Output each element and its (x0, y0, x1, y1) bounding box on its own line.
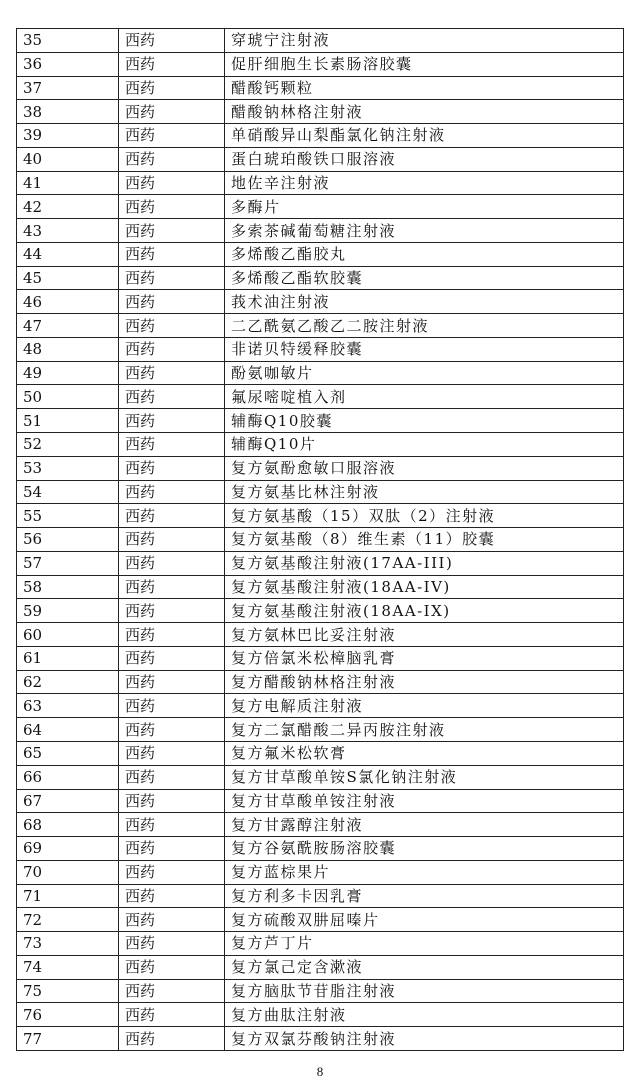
drug-name-cell: 复方甘露醇注射液 (225, 813, 624, 837)
drug-name-cell: 蛋白琥珀酸铁口服溶液 (225, 147, 624, 171)
row-number-cell: 75 (17, 979, 119, 1003)
drug-name-cell: 地佐辛注射液 (225, 171, 624, 195)
row-number-cell: 46 (17, 290, 119, 314)
drug-name-cell: 复方氨基酸（8）维生素（11）胶囊 (225, 528, 624, 552)
category-cell: 西药 (119, 266, 225, 290)
row-number-cell: 57 (17, 551, 119, 575)
drug-name-cell: 醋酸钙颗粒 (225, 76, 624, 100)
category-cell: 西药 (119, 195, 225, 219)
category-cell: 西药 (119, 337, 225, 361)
row-number-cell: 50 (17, 385, 119, 409)
row-number-cell: 47 (17, 314, 119, 338)
drug-name-cell: 多酶片 (225, 195, 624, 219)
drug-name-cell: 复方氟米松软膏 (225, 741, 624, 765)
table-row (17, 242, 624, 266)
table-row (17, 528, 624, 552)
table-row (17, 765, 624, 789)
row-number-cell: 48 (17, 337, 119, 361)
drug-name-cell: 辅酶Q10胶囊 (225, 409, 624, 433)
table-row (17, 504, 624, 528)
drug-name-cell: 复方氨基比林注射液 (225, 480, 624, 504)
table-row (17, 789, 624, 813)
drug-name-cell: 复方谷氨酰胺肠溶胶囊 (225, 837, 624, 861)
category-cell: 西药 (119, 1003, 225, 1027)
table-row (17, 409, 624, 433)
drug-name-cell: 复方甘草酸单铵注射液 (225, 789, 624, 813)
table-row (17, 670, 624, 694)
row-number-cell: 52 (17, 433, 119, 457)
table-row (17, 908, 624, 932)
table-row (17, 361, 624, 385)
drug-name-cell: 复方倍氯米松樟脑乳膏 (225, 646, 624, 670)
category-cell: 西药 (119, 979, 225, 1003)
row-number-cell: 60 (17, 623, 119, 647)
category-cell: 西药 (119, 551, 225, 575)
row-number-cell: 56 (17, 528, 119, 552)
drug-name-cell: 莪术油注射液 (225, 290, 624, 314)
category-cell: 西药 (119, 100, 225, 124)
row-number-cell: 71 (17, 884, 119, 908)
drug-name-cell: 复方二氯醋酸二异丙胺注射液 (225, 718, 624, 742)
category-cell: 西药 (119, 741, 225, 765)
category-cell: 西药 (119, 504, 225, 528)
drug-name-cell: 复方利多卡因乳膏 (225, 884, 624, 908)
category-cell: 西药 (119, 670, 225, 694)
category-cell: 西药 (119, 409, 225, 433)
row-number-cell: 54 (17, 480, 119, 504)
row-number-cell: 72 (17, 908, 119, 932)
table-row (17, 195, 624, 219)
row-number-cell: 59 (17, 599, 119, 623)
drug-name-cell: 辅酶Q10片 (225, 433, 624, 457)
drug-table-body (17, 29, 624, 1051)
table-row (17, 646, 624, 670)
drug-name-cell: 复方氨基酸注射液(17AA-III) (225, 551, 624, 575)
row-number-cell: 61 (17, 646, 119, 670)
category-cell: 西药 (119, 860, 225, 884)
row-number-cell: 64 (17, 718, 119, 742)
table-row (17, 860, 624, 884)
row-number-cell: 41 (17, 171, 119, 195)
row-number-cell: 43 (17, 219, 119, 243)
row-number-cell: 55 (17, 504, 119, 528)
table-row (17, 599, 624, 623)
category-cell: 西药 (119, 456, 225, 480)
drug-name-cell: 复方电解质注射液 (225, 694, 624, 718)
table-row (17, 575, 624, 599)
row-number-cell: 49 (17, 361, 119, 385)
table-row (17, 290, 624, 314)
category-cell: 西药 (119, 147, 225, 171)
row-number-cell: 42 (17, 195, 119, 219)
drug-name-cell: 氟尿嘧啶植入剂 (225, 385, 624, 409)
table-row (17, 219, 624, 243)
row-number-cell: 65 (17, 741, 119, 765)
table-row (17, 932, 624, 956)
table-row (17, 171, 624, 195)
category-cell: 西药 (119, 932, 225, 956)
table-row (17, 1027, 624, 1051)
table-row (17, 718, 624, 742)
table-row (17, 480, 624, 504)
category-cell: 西药 (119, 385, 225, 409)
category-cell: 西药 (119, 361, 225, 385)
drug-name-cell: 复方芦丁片 (225, 932, 624, 956)
drug-name-cell: 复方氨酚愈敏口服溶液 (225, 456, 624, 480)
row-number-cell: 36 (17, 52, 119, 76)
category-cell: 西药 (119, 242, 225, 266)
category-cell: 西药 (119, 908, 225, 932)
category-cell: 西药 (119, 480, 225, 504)
table-row (17, 337, 624, 361)
row-number-cell: 74 (17, 955, 119, 979)
drug-name-cell: 复方甘草酸单铵S氯化钠注射液 (225, 765, 624, 789)
category-cell: 西药 (119, 433, 225, 457)
table-row (17, 837, 624, 861)
drug-name-cell: 复方双氯芬酸钠注射液 (225, 1027, 624, 1051)
row-number-cell: 35 (17, 29, 119, 53)
category-cell: 西药 (119, 837, 225, 861)
drug-name-cell: 复方蓝棕果片 (225, 860, 624, 884)
row-number-cell: 62 (17, 670, 119, 694)
category-cell: 西药 (119, 314, 225, 338)
table-row (17, 433, 624, 457)
category-cell: 西药 (119, 76, 225, 100)
row-number-cell: 66 (17, 765, 119, 789)
drug-name-cell: 多烯酸乙酯软胶囊 (225, 266, 624, 290)
category-cell: 西药 (119, 813, 225, 837)
drug-name-cell: 复方曲肽注射液 (225, 1003, 624, 1027)
category-cell: 西药 (119, 52, 225, 76)
category-cell: 西药 (119, 171, 225, 195)
table-row (17, 147, 624, 171)
drug-name-cell: 复方氨林巴比妥注射液 (225, 623, 624, 647)
category-cell: 西药 (119, 718, 225, 742)
row-number-cell: 53 (17, 456, 119, 480)
table-row (17, 1003, 624, 1027)
category-cell: 西药 (119, 599, 225, 623)
category-cell: 西药 (119, 694, 225, 718)
drug-name-cell: 复方氨基酸注射液(18AA-IV) (225, 575, 624, 599)
drug-name-cell: 复方醋酸钠林格注射液 (225, 670, 624, 694)
drug-name-cell: 促肝细胞生长素肠溶胶囊 (225, 52, 624, 76)
row-number-cell: 68 (17, 813, 119, 837)
category-cell: 西药 (119, 29, 225, 53)
row-number-cell: 51 (17, 409, 119, 433)
page-number: 8 (316, 1064, 324, 1079)
table-row (17, 741, 624, 765)
category-cell: 西药 (119, 789, 225, 813)
table-row (17, 456, 624, 480)
row-number-cell: 63 (17, 694, 119, 718)
table-row (17, 385, 624, 409)
table-row (17, 52, 624, 76)
table-row (17, 266, 624, 290)
row-number-cell: 76 (17, 1003, 119, 1027)
table-row (17, 694, 624, 718)
table-row (17, 314, 624, 338)
category-cell: 西药 (119, 646, 225, 670)
row-number-cell: 45 (17, 266, 119, 290)
row-number-cell: 58 (17, 575, 119, 599)
table-row (17, 884, 624, 908)
drug-list-table (16, 28, 624, 1051)
category-cell: 西药 (119, 290, 225, 314)
row-number-cell: 67 (17, 789, 119, 813)
table-row (17, 979, 624, 1003)
row-number-cell: 70 (17, 860, 119, 884)
category-cell: 西药 (119, 884, 225, 908)
category-cell: 西药 (119, 124, 225, 148)
table-row (17, 955, 624, 979)
row-number-cell: 38 (17, 100, 119, 124)
row-number-cell: 37 (17, 76, 119, 100)
row-number-cell: 69 (17, 837, 119, 861)
drug-name-cell: 复方脑肽节苷脂注射液 (225, 979, 624, 1003)
table-row (17, 76, 624, 100)
drug-name-cell: 二乙酰氨乙酸乙二胺注射液 (225, 314, 624, 338)
drug-name-cell: 醋酸钠林格注射液 (225, 100, 624, 124)
drug-name-cell: 复方氨基酸注射液(18AA-IX) (225, 599, 624, 623)
drug-name-cell: 穿琥宁注射液 (225, 29, 624, 53)
table-row (17, 551, 624, 575)
drug-name-cell: 复方氨基酸（15）双肽（2）注射液 (225, 504, 624, 528)
table-row (17, 623, 624, 647)
row-number-cell: 39 (17, 124, 119, 148)
row-number-cell: 73 (17, 932, 119, 956)
table-row (17, 100, 624, 124)
drug-name-cell: 多索茶碱葡萄糖注射液 (225, 219, 624, 243)
drug-name-cell: 复方氯己定含漱液 (225, 955, 624, 979)
category-cell: 西药 (119, 1027, 225, 1051)
table-row (17, 124, 624, 148)
category-cell: 西药 (119, 219, 225, 243)
row-number-cell: 77 (17, 1027, 119, 1051)
table-row (17, 813, 624, 837)
category-cell: 西药 (119, 623, 225, 647)
category-cell: 西药 (119, 955, 225, 979)
category-cell: 西药 (119, 575, 225, 599)
drug-name-cell: 复方硫酸双肼屈嗪片 (225, 908, 624, 932)
table-row (17, 29, 624, 53)
row-number-cell: 40 (17, 147, 119, 171)
drug-name-cell: 多烯酸乙酯胶丸 (225, 242, 624, 266)
drug-name-cell: 酚氨咖敏片 (225, 361, 624, 385)
row-number-cell: 44 (17, 242, 119, 266)
drug-name-cell: 单硝酸异山梨酯氯化钠注射液 (225, 124, 624, 148)
category-cell: 西药 (119, 765, 225, 789)
drug-name-cell: 非诺贝特缓释胶囊 (225, 337, 624, 361)
category-cell: 西药 (119, 528, 225, 552)
